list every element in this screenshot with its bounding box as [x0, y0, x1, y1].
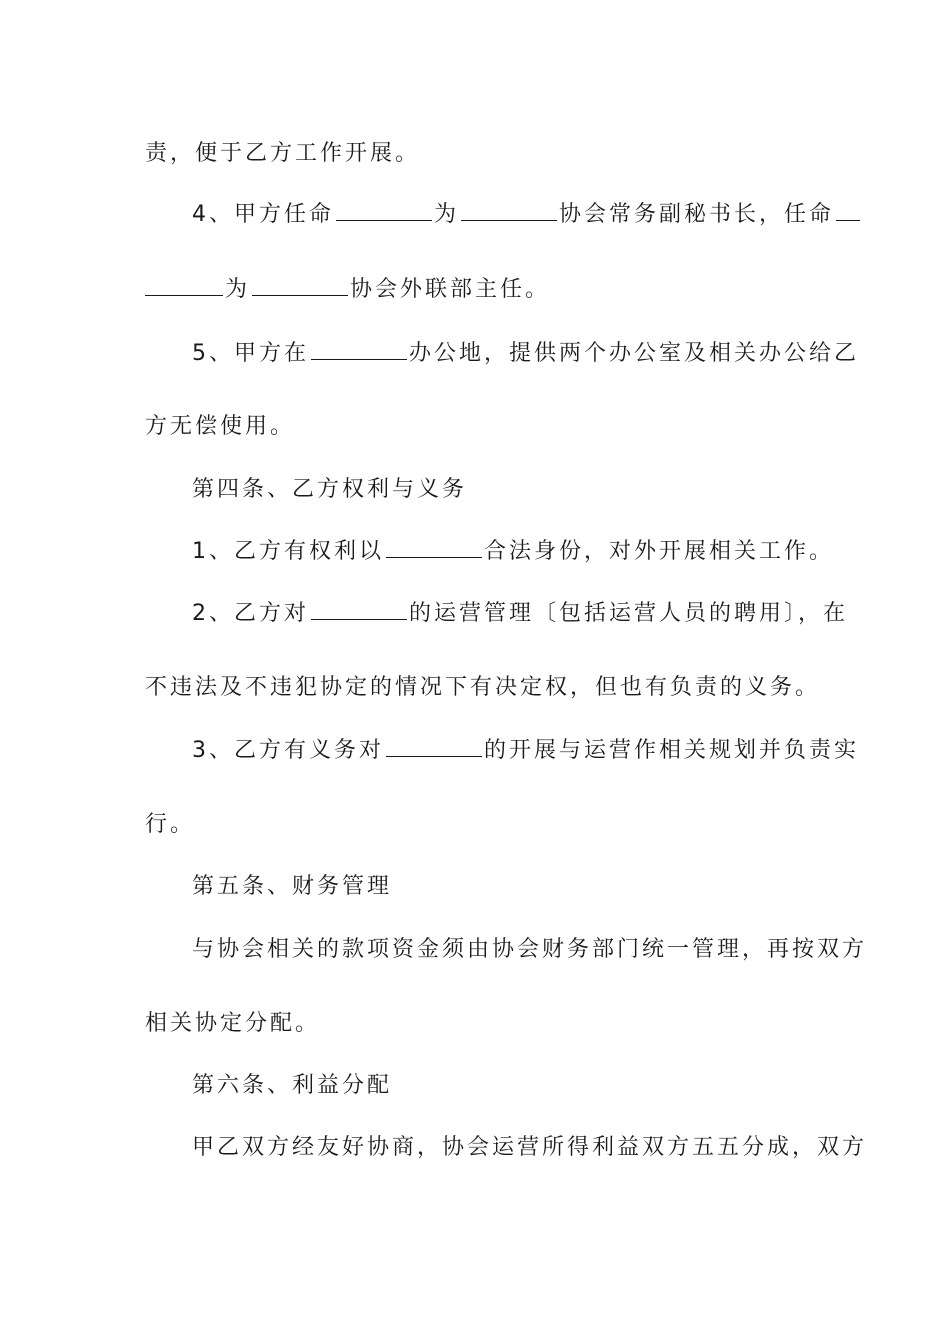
clause-4-line-2	[145, 276, 550, 304]
section-heading-6	[192, 1072, 392, 1100]
article-5-line-2	[145, 1010, 320, 1038]
text: 4、甲方任命	[192, 202, 334, 227]
fill-in-blank[interactable]	[386, 738, 482, 757]
article-4-item-2-line-1	[192, 600, 848, 628]
fill-in-blank[interactable]	[336, 202, 432, 221]
fill-in-blank[interactable]	[311, 341, 407, 360]
text: 行。	[145, 812, 196, 837]
text: 的运营管理〔包括运营人员的聘用〕，在	[409, 601, 849, 626]
text: 协会外联部主任。	[350, 277, 551, 302]
text: 5、甲方在	[192, 341, 309, 366]
clause-5-line-2	[145, 413, 295, 441]
text: 责，便于乙方工作开展。	[145, 141, 421, 166]
article-5-line-1	[192, 936, 867, 964]
article-6-line-1	[192, 1134, 867, 1162]
text: 为	[225, 277, 251, 302]
text: 合法身份，对外开展相关工作。	[484, 539, 835, 564]
article-4-item-3-line-1	[192, 737, 859, 765]
section-heading-4	[192, 476, 467, 504]
text: 为	[434, 202, 460, 227]
text: 相关协定分配。	[145, 1011, 321, 1036]
text: 协会常务副秘书长，任命	[559, 202, 835, 227]
article-4-item-3-line-2	[145, 811, 195, 839]
fill-in-blank[interactable]	[461, 202, 557, 221]
article-4-item-1	[192, 538, 834, 566]
clause-4-line-1	[192, 201, 862, 229]
text: 甲乙双方经友好协商，协会运营所得利益双方五五分成，双方	[192, 1135, 868, 1160]
section-heading-5	[192, 873, 392, 901]
text: 1、乙方有权利以	[192, 539, 384, 564]
text: 不违法及不违犯协定的情况下有决定权，但也有负责的义务。	[145, 675, 821, 700]
fill-in-blank[interactable]	[311, 601, 407, 620]
article-4-item-2-line-2	[145, 674, 820, 702]
text: 与协会相关的款项资金须由协会财务部门统一管理，再按双方	[192, 937, 868, 962]
text: 的开展与运营作相关规划并负责实	[484, 738, 860, 763]
heading-text: 第六条、利益分配	[192, 1073, 393, 1098]
fill-in-blank[interactable]	[836, 202, 860, 221]
text: 方无偿使用。	[145, 414, 296, 439]
text: 办公地，提供两个办公室及相关办公给乙	[409, 341, 860, 366]
text: 2、乙方对	[192, 601, 309, 626]
fill-in-blank[interactable]	[145, 277, 223, 296]
paragraph-line	[145, 140, 420, 168]
heading-text: 第四条、乙方权利与义务	[192, 477, 468, 502]
text: 3、乙方有义务对	[192, 738, 384, 763]
fill-in-blank[interactable]	[252, 277, 348, 296]
heading-text: 第五条、财务管理	[192, 874, 393, 899]
fill-in-blank[interactable]	[386, 539, 482, 558]
clause-5-line-1	[192, 340, 859, 368]
